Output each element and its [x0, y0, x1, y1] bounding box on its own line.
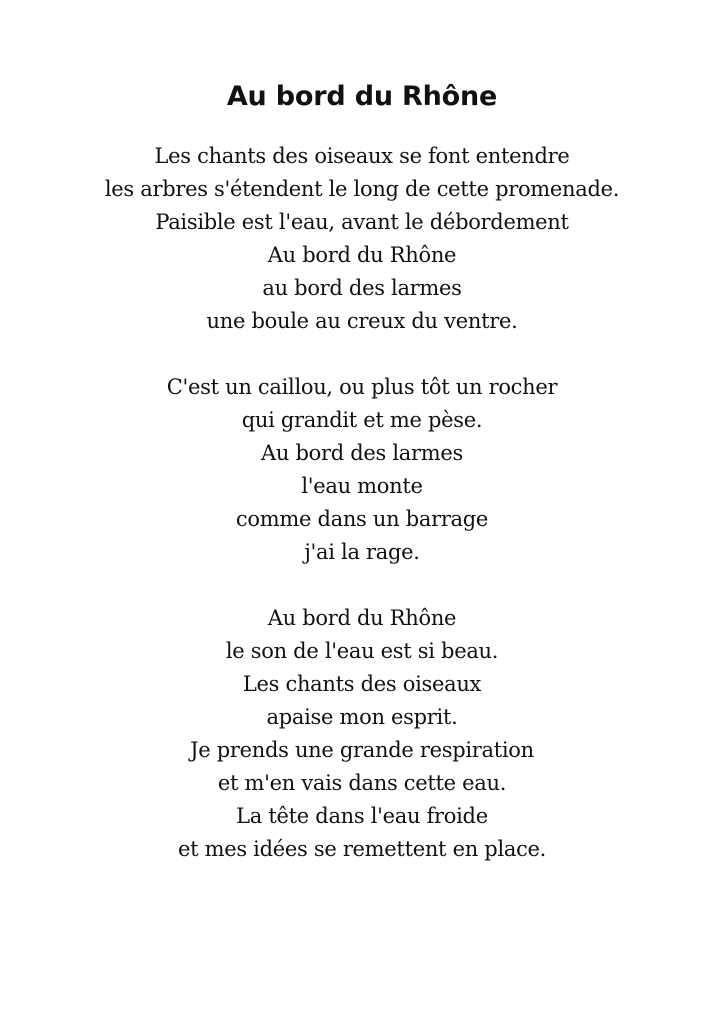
poem-line: Au bord des larmes [261, 441, 463, 465]
stanza-3 [0, 602, 724, 866]
poem-line: comme dans un barrage [235, 507, 489, 531]
poem-line: Paisible est l'eau, avant le débordement [155, 210, 569, 234]
poem-line: Au bord du Rhône [267, 606, 457, 630]
poem-line: Au bord du Rhône [267, 243, 457, 267]
stanza-2 [0, 371, 724, 569]
poem-line: qui grandit et me pèse. [241, 408, 483, 432]
poem-body [0, 140, 724, 899]
poem-line: j'ai la rage. [304, 540, 420, 564]
poem-line: et m'en vais dans cette eau. [217, 771, 507, 795]
poem-line: Les chants des oiseaux [242, 672, 482, 696]
poem-line: Les chants des oiseaux se font entendre [154, 144, 570, 168]
poem-line: apaise mon esprit. [266, 705, 458, 729]
poem-line: au bord des larmes [262, 276, 462, 300]
stanza-1 [0, 140, 724, 338]
poem-title: Au bord du Rhône [226, 81, 498, 112]
poem-line: Je prends une grande respiration [190, 738, 534, 762]
poem-line: une boule au creux du ventre. [206, 309, 518, 333]
poem-line: et mes idées se remettent en place. [177, 837, 547, 861]
poem-line: La tête dans l'eau froide [236, 804, 488, 828]
poem-line: les arbres s'étendent le long de cette promenade. [104, 177, 620, 201]
poem-line: C'est un caillou, ou plus tôt un rocher [166, 375, 558, 399]
poem-line: l'eau monte [301, 474, 423, 498]
poem-line: le son de l'eau est si beau. [225, 639, 499, 663]
